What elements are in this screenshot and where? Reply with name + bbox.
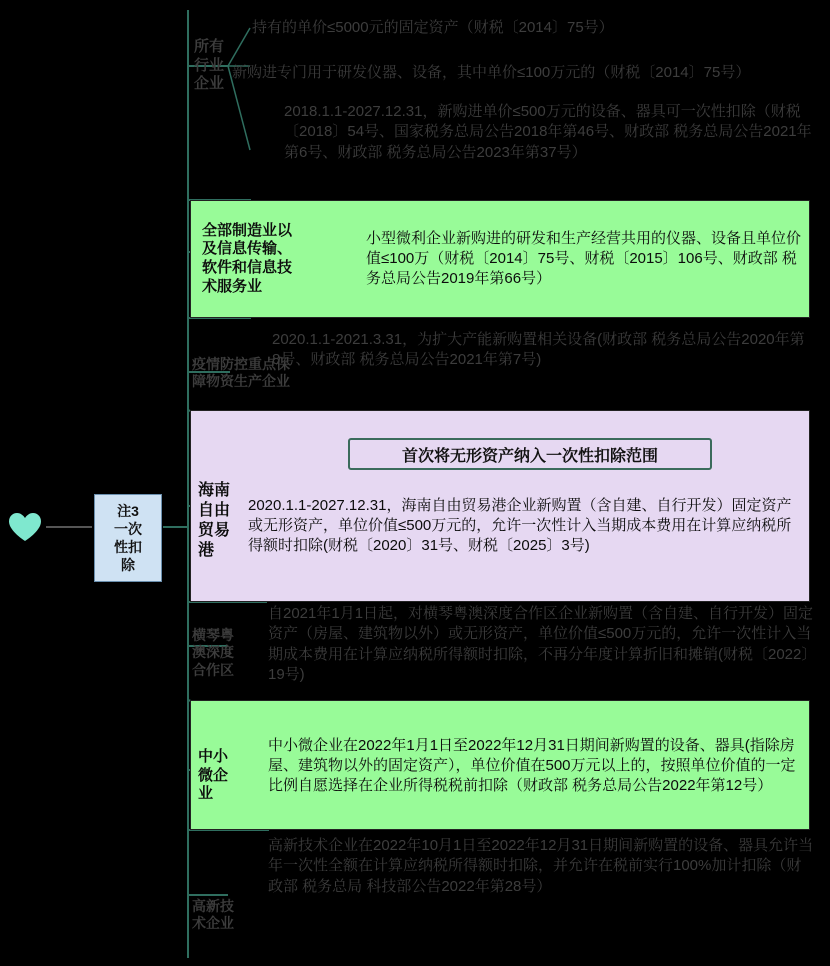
branch-label-line-1: 横琴粤 bbox=[192, 626, 234, 643]
item-hengqin-1[interactable] bbox=[268, 604, 814, 698]
branch-label-line-4: 港 bbox=[198, 542, 215, 559]
item-manufacturing-it-1 bbox=[366, 208, 804, 310]
root-line-4: 除 bbox=[121, 557, 135, 574]
branch-label-line-2: 行业 bbox=[194, 56, 225, 74]
branch-label-line-1: 所有 bbox=[194, 37, 225, 55]
item-all-industries-2[interactable] bbox=[232, 48, 812, 98]
item-text: 小型微利企业新购进的研发和生产经营共用的仪器、设备且单位价值≤100万（财税〔2014〕75号、财税〔2015〕106号、财政部 税务总局公告2019年第66号） bbox=[366, 229, 802, 288]
branch-label-line-3: 企业 bbox=[194, 75, 225, 93]
branch-label-line-1: 疫情防控重点保 bbox=[192, 355, 290, 372]
branch-label-line-1: 高新技 bbox=[192, 897, 234, 914]
branch-label-line-2: 及信息传输、 bbox=[202, 240, 293, 258]
item-text: 自2021年1月1日起，对横琴粤澳深度合作区企业新购置（含自建、自行开发）固定资产（房屋、建筑物以外）或无形资产，单位价值≤500万元的，允许一次性计入当期成本费用在计算应纳税所得额时扣除，不再分年度计算折旧和摊销(财税〔2022〕19号) bbox=[268, 605, 814, 683]
item-text: 持有的单价≤5000元的固定资产（财税〔2014〕75号） bbox=[252, 18, 614, 36]
item-text: 中小微企业在2022年1月1日至2022年12月31日期间新购置的设备、器具(指除房屋、建筑物以外的固定资产），单位价值在500万元以上的，按照单位价值的一定比例自愿选择在企业所得税税前扣除（财政部 税务总局公告2022年第12号） bbox=[268, 736, 796, 795]
branch-label-hainan bbox=[198, 462, 246, 580]
item-epidemic-prevention-1[interactable] bbox=[272, 330, 812, 402]
item-text: 2020.1.1-2021.3.31，为扩大产能新购置相关设备(财政部 税务总局公告2020年第8号、财政部 税务总局公告2021年第7号) bbox=[272, 331, 805, 369]
branch-label-line-3: 合作区 bbox=[192, 661, 234, 678]
branch-label-line-1: 全部制造业以 bbox=[202, 221, 293, 239]
branch-label-line-2: 澳深度 bbox=[192, 644, 234, 661]
branch-label-high-tech[interactable] bbox=[192, 888, 262, 942]
item-hainan-1 bbox=[248, 470, 804, 582]
branch-label-line-2: 术企业 bbox=[192, 915, 234, 931]
item-text: 新购进专门用于研发仪器、设备，其中单价≤100万元的（财税〔2014〕75号） bbox=[232, 63, 751, 81]
item-text: 2020.1.1-2027.12.31，海南自由贸易港企业新购置（含自建、自行开发）固定资产或无形资产，单位价值≤500万元的，允许一次性计入当期成本费用在计算应纳税所得额时扣除(财税〔2020〕31号、财税〔2025〕3号) bbox=[248, 496, 792, 555]
item-all-industries-1[interactable] bbox=[252, 12, 812, 44]
item-sme-micro-1 bbox=[268, 712, 808, 820]
branch-label-line-3: 贸易 bbox=[198, 522, 231, 539]
branch-label-hengqin[interactable] bbox=[192, 612, 262, 694]
branch-label-manufacturing-it bbox=[202, 208, 360, 310]
root-line-1: 注3 bbox=[117, 502, 139, 519]
branch-label-line-1: 海南 bbox=[198, 482, 231, 499]
highlight-banner bbox=[348, 438, 712, 470]
branch-label-line-4: 术服务业 bbox=[202, 277, 263, 295]
root-line-3: 性扣 bbox=[114, 539, 142, 555]
branch-label-line-1: 中小 bbox=[198, 747, 229, 765]
item-text: 2018.1.1-2027.12.31，新购进单价≤500万元的设备、器具可一次性扣除（财税〔2018〕54号、国家税务总局公告2018年第46号、财政部 税务总局公告2021年第6号、财政部 税务总局公告2023年第37号） bbox=[284, 103, 812, 161]
heart-icon bbox=[8, 512, 42, 542]
branch-label-line-2: 自由 bbox=[198, 502, 231, 519]
branch-label-line-2: 障物资生产企业 bbox=[192, 373, 290, 389]
root-node-label[interactable] bbox=[94, 494, 162, 582]
root-line-2: 一次 bbox=[114, 520, 142, 537]
item-text: 高新技术企业在2022年10月1日至2022年12月31日期间新购置的设备、器具允许当年一次性全额在计算应纳税所得额时扣除，并允许在税前实行100%加计扣除（财政部 税务总局 科技部公告2022年第28号） bbox=[268, 837, 814, 895]
item-all-industries-3[interactable] bbox=[284, 102, 818, 198]
branch-label-line-3: 业 bbox=[198, 785, 214, 803]
item-high-tech-1[interactable] bbox=[268, 836, 814, 954]
branch-label-sme-micro bbox=[198, 736, 254, 816]
branch-label-line-3: 软件和信息技 bbox=[202, 259, 293, 276]
branch-label-line-2: 微企 bbox=[198, 766, 229, 784]
highlight-banner-text: 首次将无形资产纳入一次性扣除范围 bbox=[401, 447, 658, 465]
